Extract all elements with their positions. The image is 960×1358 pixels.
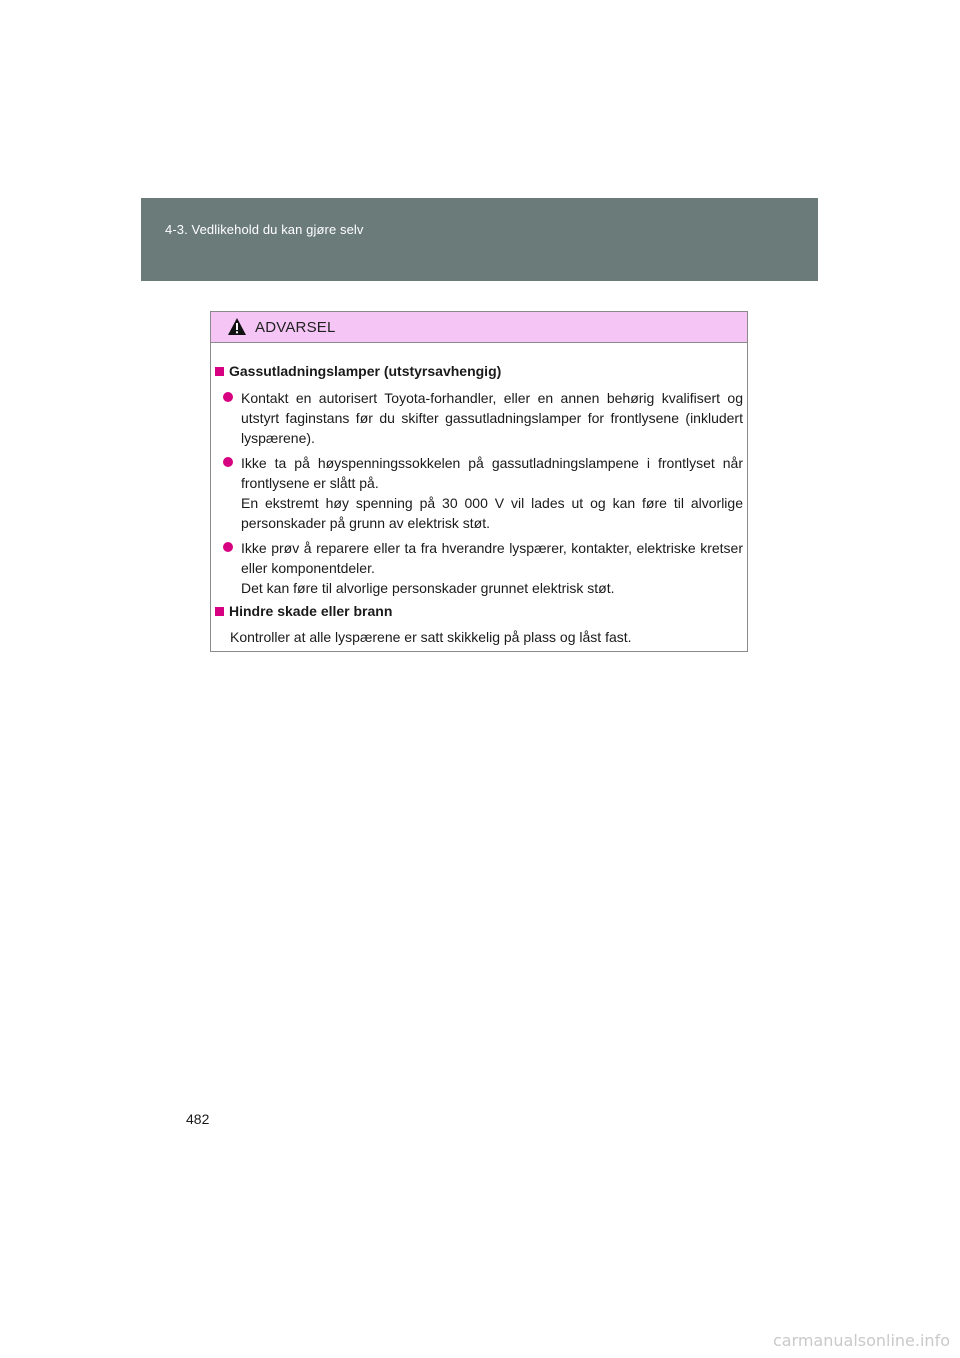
warning-header: [211, 312, 747, 343]
list-item: [223, 388, 743, 448]
bullet-paragraph: En ekstremt høy spenning på 30 000 V vil lades ut og kan føre til alvorlige personskader på grunn av elektrisk støt.: [241, 495, 743, 531]
bullet-paragraph: Kontakt en autorisert Toyota-forhandler, eller en annen behørig kvalifisert og utstyrt faginstans før du skifter gassutladningslamper for frontlysene (inkludert lyspærene).: [241, 390, 743, 446]
section-heading: [215, 603, 392, 620]
section-heading-text: Gassutladningslamper (utstyrsavhengig): [229, 363, 502, 379]
bullet-text: [241, 538, 743, 598]
list-item: [223, 453, 743, 533]
bullet-dot-icon: [223, 457, 233, 467]
bullet-text: [241, 388, 743, 448]
list-item: [223, 538, 743, 598]
bullet-dot-icon: [223, 392, 233, 402]
bullet-text: [241, 453, 743, 533]
section-text: Kontroller at alle lyspærene er satt skikkelig på plass og låst fast.: [230, 629, 632, 645]
section-header-band: [141, 198, 818, 281]
square-marker-icon: [215, 607, 224, 616]
warning-title: ADVARSEL: [255, 319, 336, 336]
bullet-dot-icon: [223, 542, 233, 552]
bullet-paragraph: Ikke prøv å reparere eller ta fra hverandre lyspærer, kontakter, elektriske kretser eller komponentdeler.: [241, 540, 743, 576]
watermark: carmanualsonline.info: [772, 1331, 950, 1350]
bullet-paragraph: Det kan føre til alvorlige personskader grunnet elektrisk støt.: [241, 580, 615, 596]
warning-box: [210, 311, 748, 652]
square-marker-icon: [215, 367, 224, 376]
bullet-paragraph: Ikke ta på høyspenningssokkelen på gassutladningslampene i frontlyset når frontlysene er slått på.: [241, 455, 743, 491]
section-heading: [215, 363, 501, 380]
warning-triangle-icon: [227, 317, 247, 336]
page-number: 482: [186, 1111, 210, 1127]
section-title: 4-3. Vedlikehold du kan gjøre selv: [165, 222, 364, 237]
section-heading-text: Hindre skade eller brann: [229, 603, 393, 619]
